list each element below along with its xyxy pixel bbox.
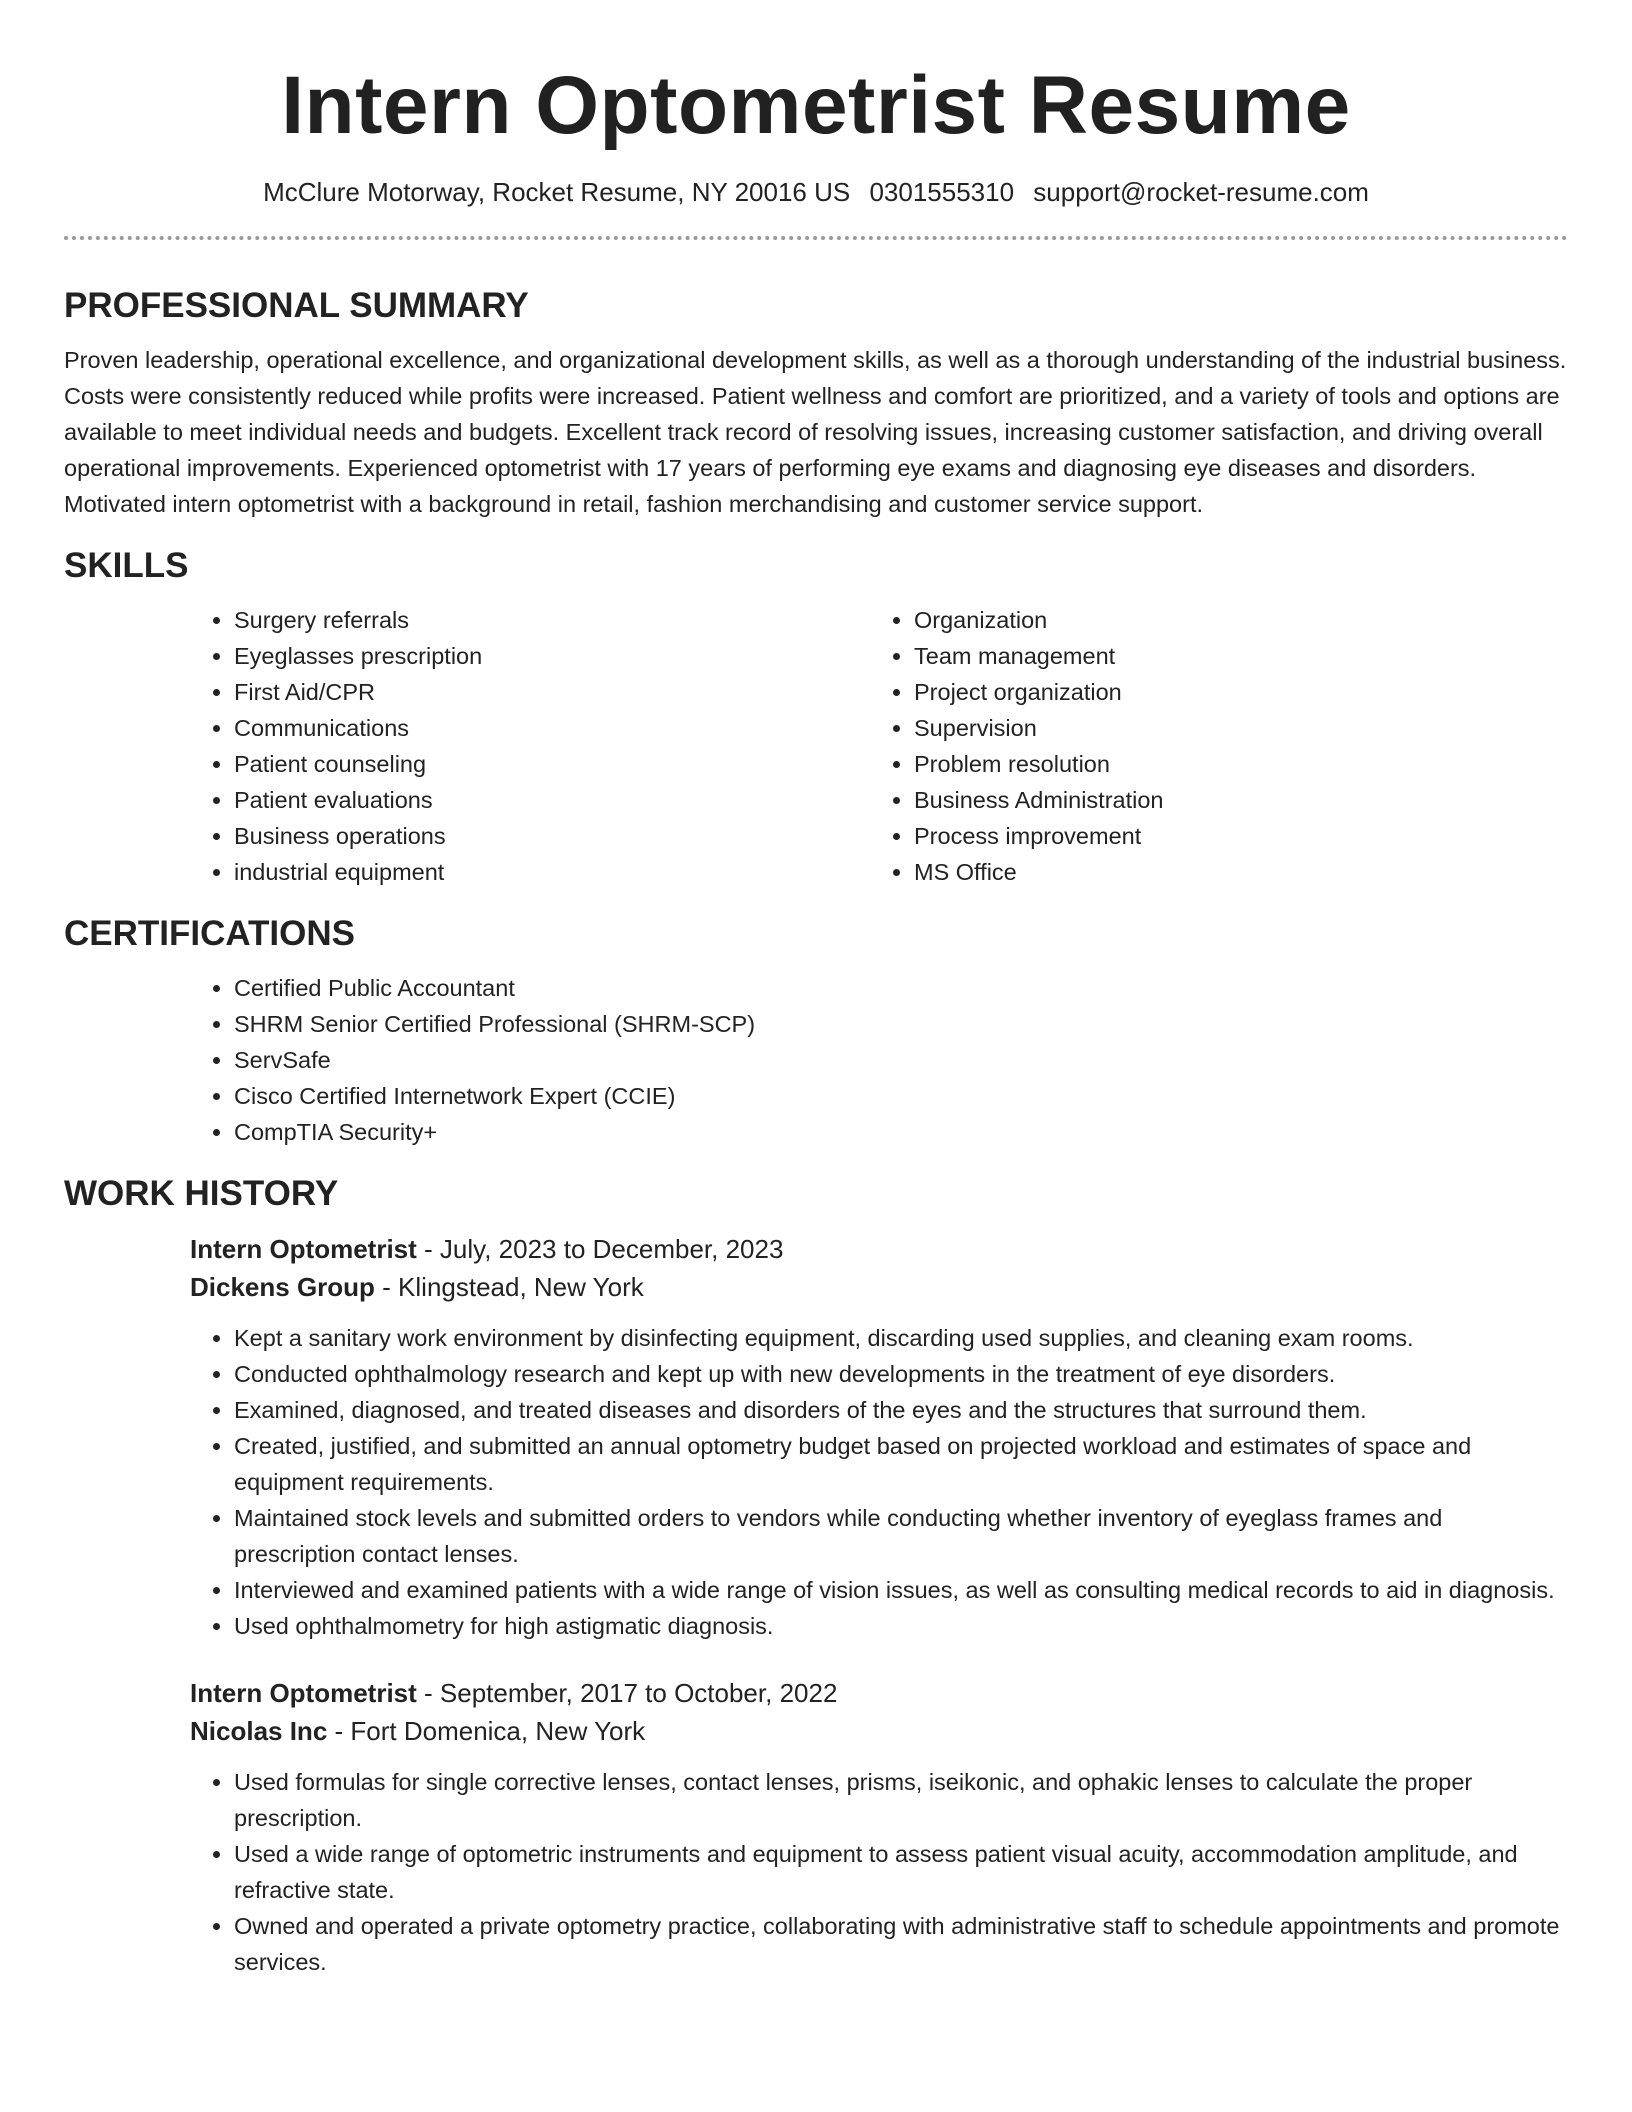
header-divider [64,236,1568,240]
job-title: Intern Optometrist [190,1234,417,1264]
skill-item: • Eyeglasses prescription [234,638,870,674]
job-bullet: • Kept a sanitary work environment by disinfecting equipment, discarding used supplies, and cleaning exam rooms. [234,1320,1568,1356]
job-bullet: • Used a wide range of optometric instruments and equipment to assess patient visual acuity, accommodation amplitude, and refractive state. [234,1836,1568,1908]
job-dates: - September, 2017 to October, 2022 [416,1678,838,1708]
contact-line [64,174,1568,210]
skills-heading: SKILLS [64,546,189,585]
job-company: Dickens Group [190,1272,375,1302]
skill-item: • industrial equipment [234,854,870,890]
skill-item: • First Aid/CPR [234,674,870,710]
contact-email: support@rocket-resume.com [1033,177,1369,207]
skills-list [190,602,1568,890]
job-bullet: • Created, justified, and submitted an annual optometry budget based on projected workload and estimates of space and equipment requirements. [234,1428,1568,1500]
job-dates: - July, 2023 to December, 2023 [416,1234,784,1264]
job-title: Intern Optometrist [190,1678,417,1708]
job-bullet: • Maintained stock levels and submitted orders to vendors while conducting whether inventory of eyeglass frames and prescription contact lenses. [234,1500,1568,1572]
job-bullet: • Interviewed and examined patients with a wide range of vision issues, as well as consulting medical records to aid in diagnosis. [234,1572,1568,1608]
job-title-line [190,1230,1568,1268]
skill-item: • Team management [914,638,1550,674]
skills-column-right [870,602,1550,890]
certification-item: • ServSafe [234,1042,1568,1078]
skill-item: • Patient counseling [234,746,870,782]
skill-item: • Organization [914,602,1550,638]
skill-item: • Business operations [234,818,870,854]
job-company-line [190,1712,1568,1750]
skill-item: • Process improvement [914,818,1550,854]
job-bullet: • Owned and operated a private optometry practice, collaborating with administrative staff to schedule appointments and promote services. [234,1908,1568,1980]
job-title-line [190,1674,1568,1712]
resume-title: Intern Optometrist Resume [281,60,1351,151]
skill-item: • Communications [234,710,870,746]
certification-item: • Certified Public Accountant [234,970,1568,1006]
job-bullet: • Used formulas for single corrective lenses, contact lenses, prisms, iseikonic, and ophakic lenses to calculate the proper prescription. [234,1764,1568,1836]
job-bullets [190,1320,1568,1644]
certification-item: • Cisco Certified Internetwork Expert (CCIE) [234,1078,1568,1114]
job-bullet: • Used ophthalmometry for high astigmatic diagnosis. [234,1608,1568,1644]
skill-item: • Problem resolution [914,746,1550,782]
certifications-list [190,970,1568,1150]
skill-item: • MS Office [914,854,1550,890]
summary-text: Proven leadership, operational excellence, and organizational development skills, as well as a thorough understanding of the industrial business. Costs were consistently reduced while profits were increased. Patient wellness and comfort are prioritized, and a variety of tools and options are available to meet individual needs and budgets. Excellent track record of resolving issues, increasing customer satisfaction, and driving overall operational improvements. Experienced optometrist with 17 years of performing eye exams and diagnosing eye diseases and disorders. Motivated intern optometrist with a background in retail, fashion merchandising and customer service support. [64,347,1567,517]
job-entry [190,1674,1568,1980]
skill-item: • Supervision [914,710,1550,746]
skill-item: • Project organization [914,674,1550,710]
contact-phone: 0301555310 [869,177,1015,207]
job-location: - Klingstead, New York [374,1272,644,1302]
job-bullets [190,1764,1568,1980]
job-bullet: • Examined, diagnosed, and treated diseases and disorders of the eyes and the structures that surround them. [234,1392,1568,1428]
certification-item: • SHRM Senior Certified Professional (SHRM-SCP) [234,1006,1568,1042]
certification-item: • CompTIA Security+ [234,1114,1568,1150]
job-bullet: • Conducted ophthalmology research and kept up with new developments in the treatment of eye disorders. [234,1356,1568,1392]
contact-address: McClure Motorway, Rocket Resume, NY 20016 US [263,177,851,207]
work-history-heading: WORK HISTORY [64,1174,339,1213]
certifications-heading: CERTIFICATIONS [64,914,356,953]
skill-item: • Business Administration [914,782,1550,818]
skill-item: • Patient evaluations [234,782,870,818]
job-location: - Fort Domenica, New York [327,1716,646,1746]
skill-item: • Surgery referrals [234,602,870,638]
skills-column-left [190,602,870,890]
summary-heading: PROFESSIONAL SUMMARY [64,286,529,325]
job-company-line [190,1268,1568,1306]
job-company: Nicolas Inc [190,1716,328,1746]
job-entry [190,1230,1568,1644]
resume-page [64,0,1568,1980]
